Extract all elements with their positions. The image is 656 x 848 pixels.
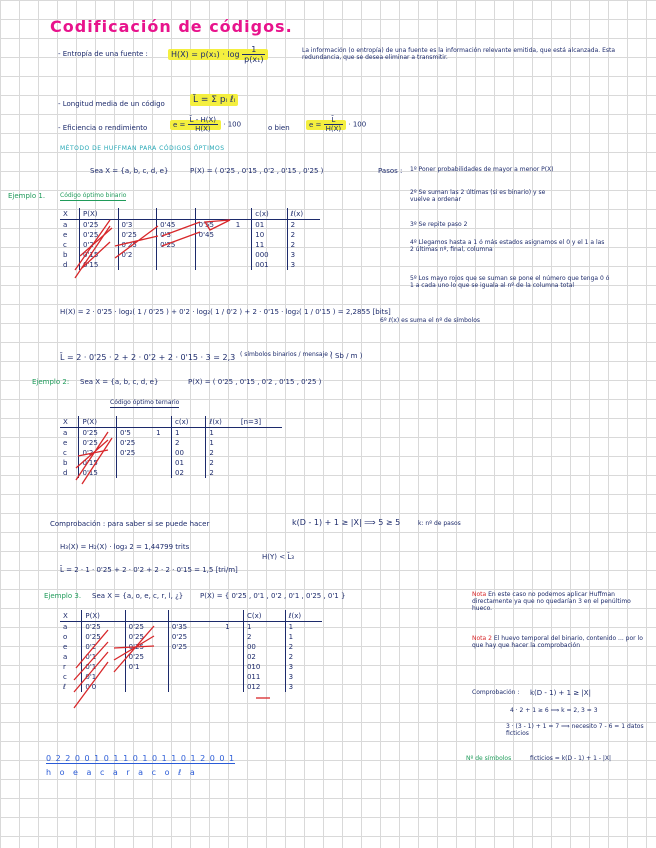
cell: 0'25: [168, 632, 210, 642]
cell: 0'25: [118, 230, 157, 240]
entropia-formula-num: 1: [242, 45, 265, 55]
cell: c: [63, 449, 67, 457]
pasos-item-6: 6º ℓ(x) es suma el nº de símbolos: [380, 317, 481, 324]
cell: [153, 438, 171, 448]
ej3-nota1-label: Nota: [472, 591, 487, 598]
eficiencia2-den: H(X): [325, 125, 342, 134]
ej2-subtitle: Código óptimo ternario: [110, 399, 180, 406]
pasos-item-5: 5º Los mayo rojos que se suman se pone el número que tenga 0 ó 1 a cada uno lo que se iguala al nº de la columna total: [410, 275, 610, 289]
ej3-th: X: [60, 610, 82, 622]
cell: 0'3: [157, 230, 196, 240]
ej2-th: [153, 416, 171, 428]
cell: 0'25: [82, 622, 125, 633]
cell: [238, 458, 282, 468]
cell: d: [63, 261, 68, 269]
cell: [238, 468, 282, 478]
eficiencia2-tail: · 100: [348, 120, 367, 129]
cell: 1: [172, 428, 206, 439]
cell: 010: [243, 662, 285, 672]
cell: 1: [156, 429, 161, 437]
cell: 1: [206, 428, 238, 439]
cell: 0'25: [125, 632, 168, 642]
cell: 01: [252, 220, 287, 231]
ej3-nota1: [472, 592, 652, 613]
cell: 0'25: [80, 230, 119, 240]
cell: 2: [287, 230, 320, 240]
ej3-comp-formula: k(D - 1) + 1 ≥ |X|: [530, 689, 591, 697]
cell: o: [63, 633, 68, 641]
eficiencia-den: H(X): [195, 125, 211, 134]
cell: c: [63, 673, 67, 681]
cell: 0'2: [79, 448, 116, 458]
cell: b: [63, 459, 68, 467]
eficiencia-label: - Eficiencia o rendimiento: [58, 124, 148, 132]
cell: 02: [243, 652, 285, 662]
cell: 2: [206, 458, 238, 468]
cell: 0'1: [125, 662, 168, 672]
eficiencia-tail: · 100: [223, 120, 242, 129]
cell: r: [63, 663, 66, 671]
cell: 0'35: [168, 622, 210, 633]
ej3-nota2-label: Nota 2: [472, 635, 492, 642]
cell: 0'25: [116, 438, 153, 448]
cell: 3: [285, 672, 322, 682]
ej1-hx: H(X) = 2 · 0'25 · log₂( 1 / 0'25 ) + 0'2 · log₂( 1 / 0'2 ) + 2 · 0'15 · log₂( 1 / 0'15 ) = 2,2855 [bits]: [60, 308, 391, 316]
cell: 0'3: [118, 220, 157, 231]
cell: [238, 438, 282, 448]
cell: e: [63, 439, 68, 447]
cell: 0'1: [82, 672, 125, 682]
cell: 0'25: [125, 622, 168, 633]
cell: 1: [225, 623, 230, 631]
cell: 0'2: [118, 250, 157, 260]
cell: 0'25: [79, 428, 116, 439]
cell: [238, 428, 282, 439]
cell: 2: [206, 468, 238, 478]
cell: a: [63, 623, 68, 631]
cell: 0'15: [80, 260, 119, 270]
cell: 0'25: [125, 642, 168, 652]
cell: 0'2: [80, 240, 119, 250]
ej3-simbolos: Nº de símbolos: [466, 755, 512, 762]
cell: [153, 458, 171, 468]
cell: e: [63, 231, 68, 239]
ej1-th: c(x): [252, 208, 287, 220]
cell: 2: [172, 438, 206, 448]
ej3-th: [211, 610, 223, 622]
cell: 00: [172, 448, 206, 458]
ej2-table-header: [60, 416, 282, 428]
cell: 0'15: [79, 468, 116, 478]
cell: 0'45: [195, 230, 233, 240]
pasos-label: Pasos :: [378, 167, 403, 175]
cell: 3: [285, 682, 322, 692]
ej3-th: [168, 610, 210, 622]
ej2-th: [n=3]: [238, 416, 282, 428]
cell: 012: [243, 682, 285, 692]
entropia-formula-den: p(x₁): [244, 55, 264, 65]
ej3-th: C(x): [243, 610, 285, 622]
cell: 1: [206, 438, 238, 448]
entropia-note: La información (o entropía) de una fuente es la información relevante emitida, que está alcanzada. Esta redundancia, que se desea eliminar a transmitir.: [302, 47, 616, 61]
cell: 0'25: [157, 240, 196, 250]
ej3-simbolos-formula: ficticios = k(D - 1) + 1 - |X|: [530, 755, 612, 762]
ej3-table-header: [60, 610, 322, 622]
ej3-th: [125, 610, 168, 622]
ej1-subtitle: Código óptimo binario: [60, 192, 127, 199]
cell: 0'1: [82, 652, 125, 662]
ej3-nota2: [472, 636, 652, 650]
cell: 11: [252, 240, 287, 250]
cell: 2: [285, 652, 322, 662]
eficiencia-mid: o bien: [268, 124, 290, 132]
longitud-label: - Longitud media de un código: [58, 100, 165, 108]
ej2-comp-note: k: nº de pasos: [418, 520, 461, 527]
ej1-label: Ejemplo 1.: [8, 192, 46, 200]
cell: 0'25: [118, 240, 157, 250]
cell: 1: [285, 622, 322, 633]
ej1-sea: Sea X = {a, b, c, d, e}: [90, 167, 169, 175]
cell: 10: [252, 230, 287, 240]
ej3-comp-line2: 4 · 2 + 1 ≥ 6 ⟹ k = 2, 3 = 3: [510, 707, 598, 714]
cell: 0'2: [82, 642, 125, 652]
cell: 3: [287, 260, 320, 270]
ej2-th: c(x): [172, 416, 206, 428]
cell: 0'25: [125, 652, 168, 662]
entropia-formula: [168, 45, 268, 64]
ej1-red-connectors: [70, 218, 260, 290]
ej2-comp-formula: k(D - 1) + 1 ≥ |X| ⟹ 5 ≥ 5: [292, 518, 401, 527]
ej3-label: Ejemplo 3.: [44, 592, 82, 600]
ej2-sea: Sea X = {a, b, c, d, e}: [80, 378, 159, 386]
ej2-label: Ejemplo 2:: [32, 378, 70, 386]
entropia-label: - Entropía de una fuente :: [58, 50, 148, 58]
ej1-lbar-unit-2: ( Sb / m ): [330, 352, 363, 360]
encoded-letters: h o e a c a r a c o ℓ a: [46, 768, 198, 777]
cell: 0'25: [82, 632, 125, 642]
cell: [153, 468, 171, 478]
cell: 000: [252, 250, 287, 260]
cell: [153, 448, 171, 458]
ej1-px: P(X) = ( 0'25 , 0'15 , 0'2 , 0'15 , 0'25 ): [190, 167, 324, 175]
cell: b: [63, 251, 68, 259]
cell: 01: [172, 458, 206, 468]
ej3-nota1-text: En este caso no podemos aplicar Huffman directamente ya que no quedarían 3 en el penúltimo hueco.: [472, 591, 631, 612]
ej2-lbar: L̄ = 2 · 1 · 0'25 + 2 · 0'2 + 2 · 2 · 0'15 = 1,5 [tri/m]: [60, 566, 238, 574]
cell: 2: [285, 642, 322, 652]
huffman-heading: MÉTODO DE HUFFMAN PARA CÓDIGOS ÓPTIMOS: [60, 145, 225, 152]
cell: a: [63, 429, 68, 437]
ej2-th: P(X): [79, 416, 116, 428]
ej1-th: X: [60, 208, 80, 220]
longitud-formula: [190, 95, 238, 105]
ej3-sea: Sea X = {a, o, e, c, r, l, ¿}: [92, 592, 184, 600]
cell: a: [63, 653, 68, 661]
cell: 0'25: [80, 220, 119, 231]
ej2-red-connectors: [72, 428, 152, 488]
cell: e: [63, 643, 68, 651]
cell: 1: [285, 632, 322, 642]
ej2-h3: H₃(X) = H₂(X) · log₃ 2 = 1,44799 trits: [60, 543, 190, 551]
cell: ℓ: [63, 683, 66, 691]
cell: a: [63, 221, 68, 229]
encoded-bits: 0 2 2 0 0 1 0 1 1 0 1 0 1 1 0 1 2 0 0 1: [46, 754, 236, 763]
cell: 2: [287, 220, 320, 231]
ej3-th: [222, 610, 243, 622]
eficiencia-formula: [170, 116, 241, 133]
cell: 2: [206, 448, 238, 458]
ej3-nota2-text: El huevo temporal del binario, contenido ... por lo que hay que hacer la comprobación: [472, 635, 643, 649]
eficiencia2-lhs: e =: [309, 120, 322, 129]
eficiencia-num: L̄ - H(X): [189, 116, 217, 124]
ej1-lbar: L̄ = 2 · 0'25 · 2 + 2 · 0'2 + 2 · 0'15 · 3 = 2,3: [60, 353, 236, 362]
ej1-th: P(X): [80, 208, 119, 220]
cell: 0'15: [79, 458, 116, 468]
page-title: Codificación de códigos.: [50, 17, 293, 36]
cell: 011: [243, 672, 285, 682]
cell: 2: [243, 632, 285, 642]
ej1-lbar-unit: ( símbolos binarios / mensaje ): [240, 351, 333, 358]
cell: 3: [285, 662, 322, 672]
cell: 0'45: [157, 220, 196, 231]
cell: 0'1: [82, 662, 125, 672]
cell: 02: [172, 468, 206, 478]
cell: [238, 448, 282, 458]
cell: 1: [235, 221, 241, 229]
cell: 0'5: [116, 428, 153, 439]
ej3-th: ℓ(x): [285, 610, 322, 622]
pasos-item-4: 4º Llegamos hasta a 1 ó más estados asignamos el 0 y el 1 a las 2 últimas nº, final, columna: [410, 239, 605, 253]
ej2-th: [116, 416, 153, 428]
cell: c: [63, 241, 67, 249]
eficiencia2-num: L̄: [324, 116, 344, 125]
cell: 0'0: [82, 682, 125, 692]
ej2-hh: H(Y) < L̄₃: [262, 553, 295, 561]
cell: 0'15: [80, 250, 119, 260]
ej1-th: ℓ(x): [287, 208, 320, 220]
cell: 2: [287, 240, 320, 250]
longitud-formula-text: L̄ = Σ pᵢ ℓᵢ: [190, 94, 238, 106]
ej2-th: X: [60, 416, 79, 428]
cell: 0'25: [116, 448, 153, 458]
cell: 00: [243, 642, 285, 652]
ej2-th: ℓ(x): [206, 416, 238, 428]
ej3-comp-label: Comprobación :: [472, 689, 520, 696]
cell: 0'25: [79, 438, 116, 448]
ej3-px: P(X) = { 0'25 , 0'1 , 0'2 , 0'1 , 0'25 , 0'1 }: [200, 592, 346, 600]
ej3-th: P(X): [82, 610, 125, 622]
pasos-item-2: 2º Se suman las 2 últimas (si es binario) y se vuelve a ordenar: [410, 189, 546, 203]
pasos-item-1: 1º Poner probabilidades de mayor a menor P(X): [410, 166, 554, 173]
ej2-comprobacion: Comprobación : para saber si se puede hacer: [50, 520, 210, 528]
cell: 001: [252, 260, 287, 270]
cell: 3: [287, 250, 320, 260]
eficiencia-lhs: e =: [173, 120, 186, 129]
ej3-comp-line3: 3 · (3 - 1) + 1 = 7 ⟹ necesito 7 - 6 = 1 datos ficticios: [506, 723, 644, 737]
pasos-item-3: 3º Se repite paso 2: [410, 221, 468, 228]
cell: 0'55: [195, 220, 233, 231]
ej3-red-connectors: [70, 622, 270, 712]
cell: d: [63, 469, 68, 477]
cell: 1: [243, 622, 285, 633]
eficiencia-formula-2: [306, 116, 366, 133]
entropia-formula-lhs: H(X) = p(x₁) · log: [171, 50, 240, 60]
cell: 0'25: [168, 642, 210, 652]
ej2-px: P(X) = ( 0'25 , 0'15 , 0'2 , 0'15 , 0'25 ): [188, 378, 322, 386]
